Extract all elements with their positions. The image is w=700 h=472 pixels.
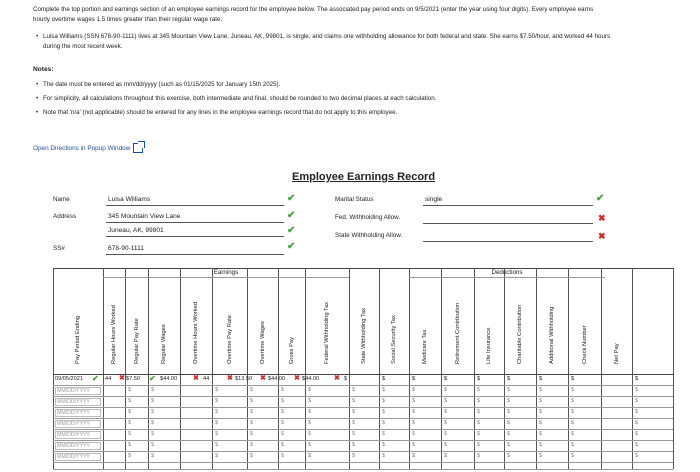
amount-input[interactable]: $ bbox=[128, 442, 131, 448]
federal-tax-cell[interactable]: $ bbox=[344, 376, 348, 382]
amount-input[interactable]: $ bbox=[444, 453, 447, 459]
name-field[interactable]: Luisa Williams bbox=[106, 195, 284, 206]
intro-line-1: Complete the top portion and earnings section of an employee earnings record for the employee below. The associated pay period ends on 9/5/2021 (enter the year using four digits). Every employee earns bbox=[33, 6, 594, 13]
amount-input[interactable]: $ bbox=[215, 442, 218, 448]
grid-column-line bbox=[632, 268, 633, 469]
amount-input[interactable]: $ bbox=[477, 387, 480, 393]
amount-input[interactable]: $ bbox=[308, 442, 311, 448]
amount-input[interactable]: $ bbox=[250, 398, 253, 404]
amount-cell[interactable]: $ bbox=[477, 376, 481, 382]
amount-input[interactable]: $ bbox=[412, 387, 415, 393]
amount-input[interactable]: $ bbox=[250, 387, 253, 393]
amount-cell[interactable]: $ bbox=[635, 376, 639, 382]
amount-input[interactable]: $ bbox=[352, 442, 355, 448]
column-header bbox=[349, 282, 379, 372]
amount-input[interactable]: $ bbox=[571, 409, 574, 415]
deductions-group-header: Deductions bbox=[491, 269, 523, 276]
column-header bbox=[504, 282, 536, 372]
overtime-rate-cell[interactable]: $13.50 bbox=[235, 376, 253, 382]
amount-input[interactable]: $ bbox=[215, 420, 218, 426]
amount-input[interactable]: $ bbox=[635, 387, 638, 393]
amount-input[interactable]: $ bbox=[151, 420, 154, 426]
popup-window-icon bbox=[133, 143, 143, 153]
amount-input[interactable]: $ bbox=[412, 442, 415, 448]
check-icon: ✔ bbox=[149, 374, 156, 383]
amount-input[interactable]: $ bbox=[250, 420, 253, 426]
amount-input[interactable]: $ bbox=[250, 431, 253, 437]
cross-icon: ✖ bbox=[193, 375, 199, 382]
amount-input[interactable]: $ bbox=[635, 442, 638, 448]
column-header bbox=[474, 282, 504, 372]
column-header bbox=[536, 282, 568, 372]
pay-period-date-input[interactable]: MM/DD/YYYY bbox=[55, 453, 101, 461]
marital-status-field[interactable]: single bbox=[423, 195, 593, 206]
amount-input[interactable]: $ bbox=[635, 431, 638, 437]
amount-input[interactable]: $ bbox=[308, 431, 311, 437]
column-header bbox=[601, 282, 632, 372]
state-withholding-field[interactable] bbox=[423, 231, 593, 242]
amount-cell[interactable]: $ bbox=[412, 376, 416, 382]
amount-input[interactable]: $ bbox=[444, 409, 447, 415]
cross-icon: ✖ bbox=[294, 375, 300, 382]
column-header-label: Additional Withholding bbox=[549, 306, 555, 364]
check-icon: ✔ bbox=[287, 193, 296, 204]
pay-period-date-input[interactable]: MM/DD/YYYY bbox=[55, 387, 101, 395]
amount-input[interactable]: $ bbox=[352, 431, 355, 437]
pay-period-date-input[interactable]: MM/DD/YYYY bbox=[55, 420, 101, 428]
amount-input[interactable]: $ bbox=[635, 453, 638, 459]
column-header bbox=[148, 282, 180, 372]
column-header-label: Regular Wages bbox=[161, 324, 167, 364]
amount-input[interactable]: $ bbox=[539, 431, 542, 437]
amount-input[interactable]: $ bbox=[477, 409, 480, 415]
amount-input[interactable]: $ bbox=[215, 398, 218, 404]
amount-cell[interactable]: $ bbox=[444, 376, 448, 382]
amount-input[interactable]: $ bbox=[635, 420, 638, 426]
amount-input[interactable]: $ bbox=[352, 387, 355, 393]
group-divider bbox=[103, 277, 349, 278]
grid-row-line bbox=[53, 385, 673, 386]
check-icon: ✔ bbox=[92, 374, 99, 383]
amount-input[interactable]: $ bbox=[444, 387, 447, 393]
note-2: For simplicity, all calculations throughout this exercise, both intermediate and final, should be rounded to two decimal places at each calculation. bbox=[43, 95, 437, 102]
column-header bbox=[568, 282, 601, 372]
gross-pay-cell[interactable]: $44.00 bbox=[302, 376, 320, 382]
amount-input[interactable]: $ bbox=[412, 420, 415, 426]
amount-input[interactable]: $ bbox=[571, 431, 574, 437]
amount-input[interactable]: $ bbox=[539, 398, 542, 404]
regular-hours-cell[interactable]: 44 bbox=[105, 376, 112, 382]
amount-input[interactable]: $ bbox=[477, 431, 480, 437]
amount-input[interactable]: $ bbox=[281, 420, 284, 426]
grid-row-line bbox=[53, 407, 673, 408]
amount-input[interactable]: $ bbox=[412, 453, 415, 459]
amount-input[interactable]: $ bbox=[507, 431, 510, 437]
amount-input[interactable]: $ bbox=[507, 398, 510, 404]
grid-row-line bbox=[53, 374, 673, 375]
amount-input[interactable]: $ bbox=[539, 420, 542, 426]
ssn-label: SS# bbox=[53, 245, 65, 252]
amount-input[interactable]: $ bbox=[128, 409, 131, 415]
amount-input[interactable]: $ bbox=[250, 409, 253, 415]
cross-icon: ✖ bbox=[119, 375, 125, 382]
column-header bbox=[212, 282, 247, 372]
amount-input[interactable]: $ bbox=[412, 398, 415, 404]
note-3: Note that 'n/a' (not applicable) should be entered for any lines in the employee earnings record that do not apply to this employee. bbox=[43, 109, 398, 116]
column-header bbox=[180, 282, 212, 372]
cross-icon: ✖ bbox=[227, 375, 233, 382]
state-withholding-label: State Withholding Allow. bbox=[335, 232, 403, 239]
amount-input[interactable]: $ bbox=[507, 453, 510, 459]
amount-input[interactable]: $ bbox=[308, 398, 311, 404]
name-label: Name bbox=[53, 196, 70, 203]
column-header-label: Life Insurance bbox=[486, 327, 492, 364]
amount-input[interactable]: $ bbox=[151, 431, 154, 437]
column-header bbox=[441, 282, 474, 372]
cross-icon: ✖ bbox=[334, 375, 340, 382]
amount-input[interactable]: $ bbox=[571, 420, 574, 426]
column-header-label: Check Number bbox=[581, 325, 588, 364]
regular-rate-cell[interactable]: $7.50 bbox=[126, 376, 140, 382]
bullet-icon: • bbox=[36, 95, 39, 102]
amount-input[interactable]: $ bbox=[507, 442, 510, 448]
amount-input[interactable]: $ bbox=[444, 398, 447, 404]
amount-input[interactable]: $ bbox=[250, 453, 253, 459]
amount-input[interactable]: $ bbox=[308, 420, 311, 426]
open-directions-link[interactable] bbox=[33, 143, 143, 153]
pay-period-date-input[interactable]: MM/DD/YYYY bbox=[55, 398, 101, 406]
column-header-label: Pay Period Ending bbox=[75, 315, 81, 364]
amount-cell[interactable]: $ bbox=[507, 376, 511, 382]
check-icon: ✔ bbox=[287, 210, 296, 221]
amount-input[interactable]: $ bbox=[151, 398, 154, 404]
amount-input[interactable]: $ bbox=[539, 387, 542, 393]
cross-icon: ✖ bbox=[260, 375, 266, 382]
amount-input[interactable]: $ bbox=[215, 387, 218, 393]
pay-period-date-input[interactable]: MM/DD/YYYY bbox=[55, 431, 101, 439]
amount-input[interactable]: $ bbox=[151, 453, 154, 459]
employee-info-line-2: during the most recent week. bbox=[43, 43, 123, 50]
column-header-label: Gross Pay bbox=[288, 336, 295, 364]
column-header-label: Charitable Contribution bbox=[517, 304, 523, 364]
column-header-label: Overtime Pay Rate bbox=[226, 315, 233, 364]
column-header bbox=[379, 282, 409, 372]
amount-input[interactable]: $ bbox=[571, 387, 574, 393]
column-header bbox=[409, 282, 441, 372]
grid-row-line bbox=[53, 396, 673, 397]
amount-input[interactable]: $ bbox=[308, 387, 311, 393]
column-header-label: Medicare Tax bbox=[422, 329, 428, 364]
amount-cell[interactable]: $ bbox=[539, 376, 543, 382]
fed-withholding-field[interactable] bbox=[423, 213, 593, 224]
address-line-2-field[interactable]: Juneau, AK, 99801 bbox=[106, 226, 284, 237]
grid-column-line bbox=[673, 268, 674, 469]
amount-input[interactable]: $ bbox=[151, 387, 154, 393]
regular-wages-cell[interactable]: $44.00 bbox=[160, 376, 178, 382]
bullet-icon: • bbox=[36, 33, 39, 40]
grid-row-line bbox=[53, 440, 673, 441]
employee-info-line-1: Luisa Williams (SSN 678-90-1111) lives at 345 Mountain View Lane, Juneau, AK, 99801, is single, and claims one withholding allowance for both federal and state. She earns $7.50/hour, and worked 44 hours bbox=[43, 33, 611, 40]
amount-input[interactable]: $ bbox=[539, 453, 542, 459]
check-icon: ✔ bbox=[287, 225, 296, 236]
amount-input[interactable]: $ bbox=[281, 442, 284, 448]
column-header-label: Federal Withholding Tax bbox=[324, 301, 330, 364]
check-icon: ✔ bbox=[596, 193, 605, 204]
amount-input[interactable]: $ bbox=[477, 453, 480, 459]
amount-input[interactable]: $ bbox=[128, 431, 131, 437]
amount-input[interactable]: $ bbox=[128, 420, 131, 426]
cross-icon: ✖ bbox=[598, 231, 606, 241]
amount-input[interactable]: $ bbox=[352, 398, 355, 404]
column-header-label: Retirement Contribution bbox=[454, 302, 461, 364]
amount-input[interactable]: $ bbox=[635, 409, 638, 415]
pay-period-date-cell[interactable]: 09/05/2021 bbox=[55, 376, 83, 382]
grid-row-line bbox=[53, 469, 673, 470]
amount-input[interactable]: $ bbox=[507, 387, 510, 393]
column-header-label: Social Security Tax bbox=[391, 315, 397, 364]
column-header bbox=[305, 282, 349, 372]
check-icon: ✔ bbox=[287, 241, 296, 252]
column-header-label: Overtime Hours Worked bbox=[193, 301, 199, 364]
notes-heading: Notes: bbox=[33, 66, 54, 73]
overtime-wages-cell[interactable]: $44.00 bbox=[268, 376, 286, 382]
grid-row-line bbox=[53, 418, 673, 419]
pay-period-date-input[interactable]: MM/DD/YYYY bbox=[55, 442, 101, 450]
column-header-label: Net Pay bbox=[613, 343, 620, 364]
amount-input[interactable]: $ bbox=[215, 431, 218, 437]
column-header-label: Regular Hours Worked bbox=[111, 305, 117, 364]
address-line-1-field[interactable]: 345 Mountain View Lane bbox=[106, 212, 284, 223]
amount-input[interactable]: $ bbox=[477, 442, 480, 448]
grid-row-line bbox=[53, 429, 673, 430]
amount-cell[interactable]: $ bbox=[571, 376, 575, 382]
amount-input[interactable]: $ bbox=[477, 420, 480, 426]
amount-input[interactable]: $ bbox=[281, 409, 284, 415]
amount-input[interactable]: $ bbox=[128, 453, 131, 459]
amount-input[interactable]: $ bbox=[382, 442, 385, 448]
column-header-label: State Withholding Tax bbox=[361, 308, 367, 364]
overtime-hours-cell[interactable]: 44 bbox=[203, 376, 210, 382]
marital-status-label: Marital Status bbox=[335, 196, 374, 203]
amount-input[interactable]: $ bbox=[250, 442, 253, 448]
amount-input[interactable]: $ bbox=[151, 442, 154, 448]
open-directions-label: Open Directions in Popup Window bbox=[33, 144, 131, 152]
amount-input[interactable]: $ bbox=[382, 431, 385, 437]
pay-period-date-input[interactable]: MM/DD/YYYY bbox=[55, 409, 101, 417]
amount-input[interactable]: $ bbox=[571, 453, 574, 459]
amount-input[interactable]: $ bbox=[352, 409, 355, 415]
amount-input[interactable]: $ bbox=[215, 409, 218, 415]
amount-input[interactable]: $ bbox=[412, 409, 415, 415]
amount-input[interactable]: $ bbox=[412, 431, 415, 437]
group-divider bbox=[409, 277, 605, 278]
amount-input[interactable]: $ bbox=[539, 409, 542, 415]
amount-input[interactable]: $ bbox=[151, 409, 154, 415]
amount-input[interactable]: $ bbox=[382, 398, 385, 404]
amount-input[interactable]: $ bbox=[539, 442, 542, 448]
page-title: Employee Earnings Record bbox=[292, 171, 436, 183]
amount-cell[interactable]: $ bbox=[382, 376, 386, 382]
column-header bbox=[103, 282, 125, 372]
grid-row-line bbox=[53, 451, 673, 452]
column-header-label: Regular Pay Rate bbox=[133, 318, 140, 364]
amount-input[interactable]: $ bbox=[281, 431, 284, 437]
cross-icon: ✖ bbox=[598, 213, 606, 223]
amount-input[interactable]: $ bbox=[215, 453, 218, 459]
amount-input[interactable]: $ bbox=[477, 398, 480, 404]
amount-input[interactable]: $ bbox=[281, 398, 284, 404]
column-header bbox=[278, 282, 305, 372]
amount-input[interactable]: $ bbox=[382, 409, 385, 415]
bullet-icon: • bbox=[36, 81, 39, 88]
amount-input[interactable]: $ bbox=[382, 453, 385, 459]
amount-input[interactable]: $ bbox=[382, 420, 385, 426]
amount-input[interactable]: $ bbox=[382, 387, 385, 393]
earnings-group-header: Earnings bbox=[213, 269, 239, 276]
amount-input[interactable]: $ bbox=[571, 442, 574, 448]
intro-line-2: hourly overtime wages 1.5 times greater than their regular wage rate. bbox=[33, 16, 223, 23]
bullet-icon: • bbox=[36, 109, 39, 116]
amount-input[interactable]: $ bbox=[128, 398, 131, 404]
amount-input[interactable]: $ bbox=[507, 420, 510, 426]
amount-input[interactable]: $ bbox=[507, 409, 510, 415]
amount-input[interactable]: $ bbox=[281, 453, 284, 459]
amount-input[interactable]: $ bbox=[352, 453, 355, 459]
address-label: Address bbox=[53, 213, 77, 220]
column-header bbox=[247, 282, 278, 372]
fed-withholding-label: Fed. Withholding Allow. bbox=[335, 214, 401, 221]
amount-input[interactable]: $ bbox=[308, 409, 311, 415]
amount-input[interactable]: $ bbox=[128, 387, 131, 393]
grid-row-line bbox=[53, 462, 673, 463]
note-1: The date must be entered as mm/dd/yyyy (such as 01/15/2025 for January 15th 2025). bbox=[43, 81, 281, 88]
amount-input[interactable]: $ bbox=[444, 420, 447, 426]
amount-input[interactable]: $ bbox=[308, 453, 311, 459]
column-header bbox=[125, 282, 148, 372]
column-header bbox=[53, 282, 103, 372]
amount-input[interactable]: $ bbox=[571, 398, 574, 404]
amount-input[interactable]: $ bbox=[635, 398, 638, 404]
amount-input[interactable]: $ bbox=[352, 420, 355, 426]
amount-input[interactable]: $ bbox=[281, 387, 284, 393]
ssn-field[interactable]: 678-90-1111 bbox=[106, 244, 284, 255]
column-header-label: Overtime Wages bbox=[259, 321, 266, 364]
amount-input[interactable]: $ bbox=[444, 431, 447, 437]
amount-input[interactable]: $ bbox=[444, 442, 447, 448]
